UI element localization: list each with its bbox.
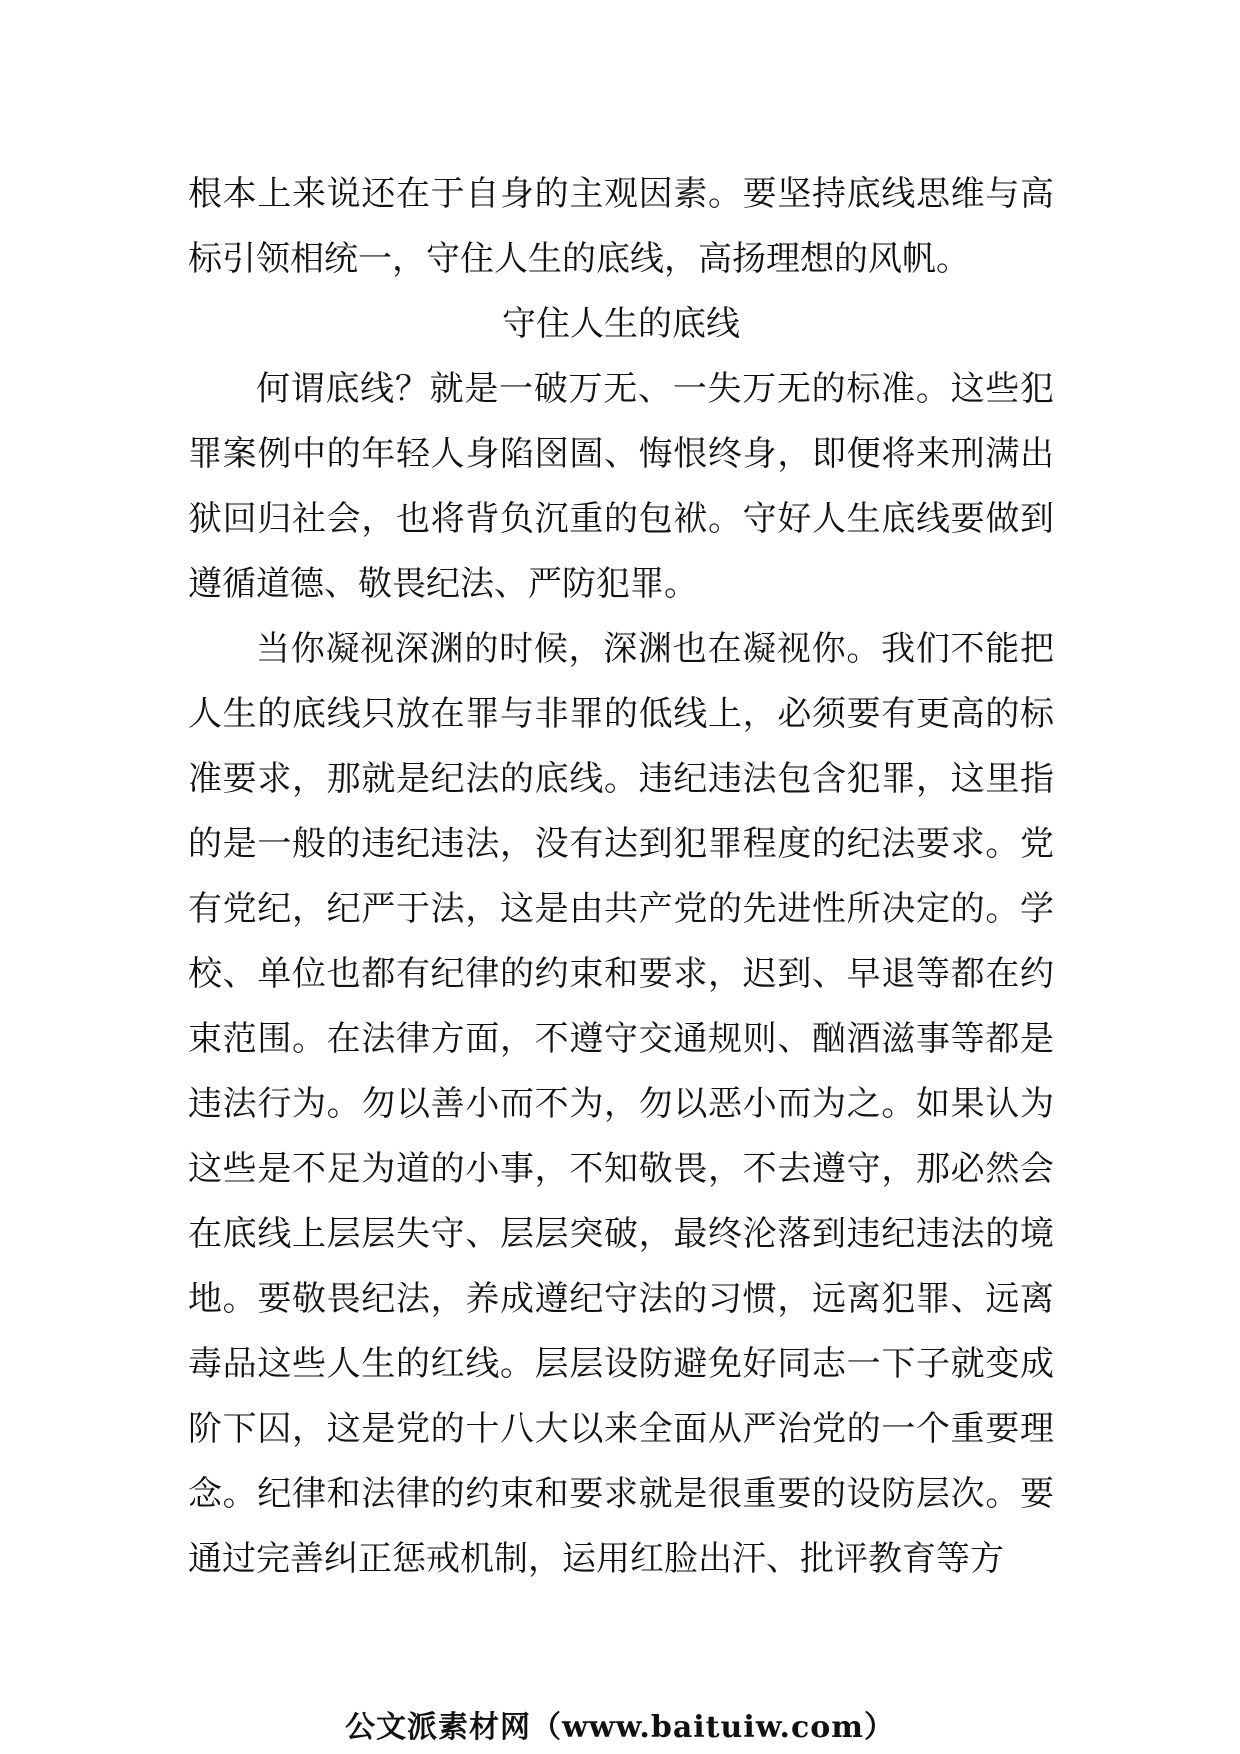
body-paragraph-1: 何谓底线？就是一破万无、一失万无的标准。这些犯罪案例中的年轻人身陷囹圄、悔恨终身，即便将来刑满出狱回归社会，也将背负沉重的包袱。守好人生底线要做到遵循道德、敬畏纪法、严防犯罪。 (188, 369, 1054, 604)
opening-paragraph: 根本上来说还在于自身的主观因素。要坚持底线思维与高标引领相统一，守住人生的底线，高扬理想的风帆。 (188, 174, 1054, 279)
section-heading: 守住人生的底线 (502, 304, 740, 344)
document-body (188, 162, 1054, 1592)
footer-watermark: 公文派素材网（www.baituiw.com） (344, 1710, 896, 1745)
body-paragraph-2: 当你凝视深渊的时候，深渊也在凝视你。我们不能把人生的底线只放在罪与非罪的低线上，必须要有更高的标准要求，那就是纪法的底线。违纪违法包含犯罪，这里指的是一般的违纪违法，没有达到犯罪程度的纪法要求。党有党纪，纪严于法，这是由共产党的先进性所决定的。学校、单位也都有纪律的约束和要求，迟到、早退等都在约束范围。在法律方面，不遵守交通规则、酗酒滋事等都是违法行为。勿以善小而不为，勿以恶小而为之。如果认为这些是不足为道的小事，不知敬畏，不去遵守，那必然会在底线上层层失守、层层突破，最终沦落到违纪违法的境地。要敬畏纪法，养成遵纪守法的习惯，远离犯罪、远离毒品这些人生的红线。层层设防避免好同志一下子就变成阶下囚，这是党的十八大以来全面从严治党的一个重要理念。纪律和法律的约束和要求就是很重要的设防层次。要通过完善纠正惩戒机制，运用红脸出汗、批评教育等方 (188, 629, 1054, 1579)
